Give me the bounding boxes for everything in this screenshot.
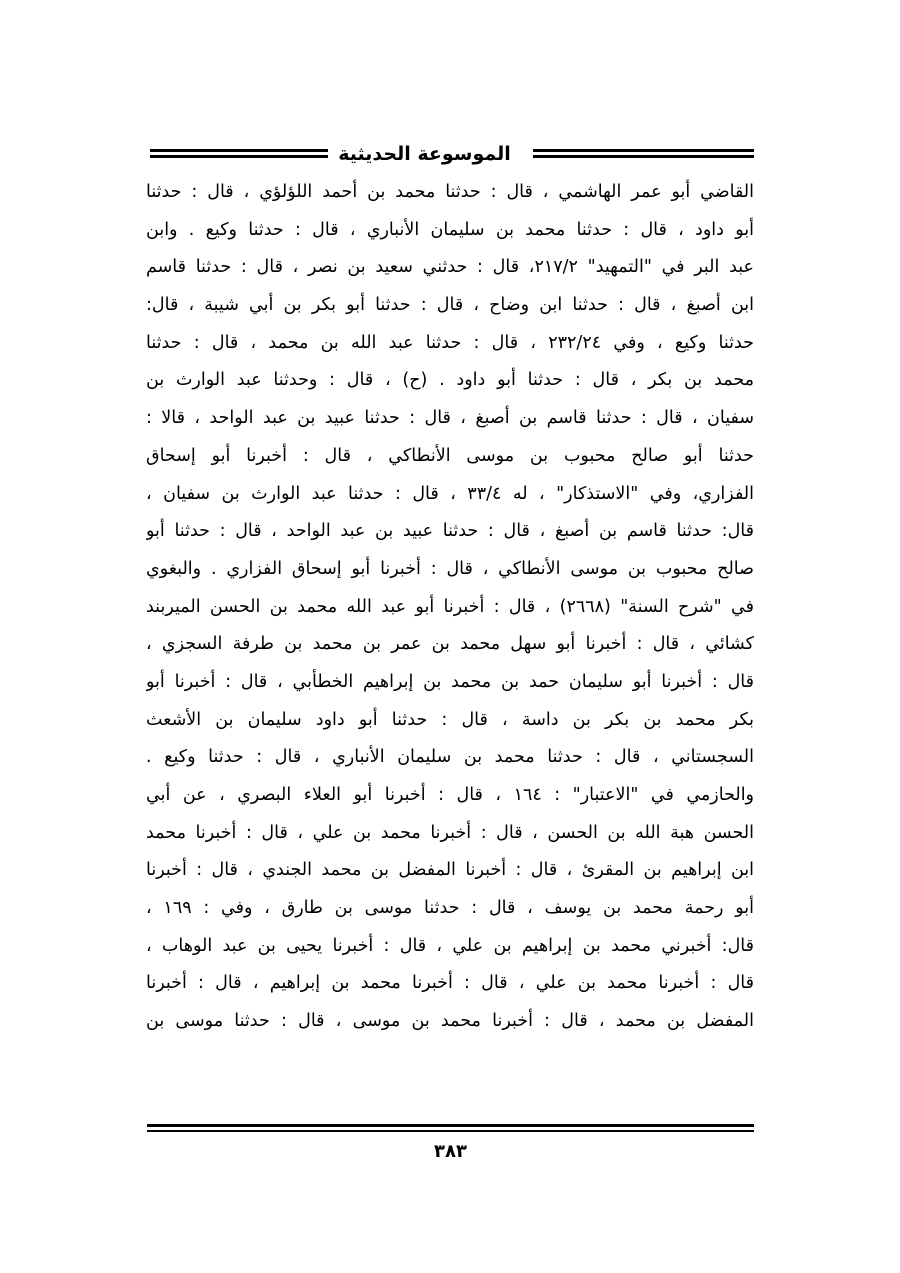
- text-line: حدثنا أبو صالح محبوب بن موسى الأنطاكي ، قال : أخبرنا أبو إسحاق: [146, 445, 754, 466]
- page-number: ٣٨٣: [434, 1141, 467, 1162]
- text-line: السجستاني ، قال : حدثنا محمد بن سليمان الأنباري ، قال : حدثنا وكيع .: [146, 747, 754, 768]
- text-line: بكر محمد بن بكر بن داسة ، قال : حدثنا أبو داود سليمان بن الأشعث: [146, 709, 754, 730]
- text-line: ابن إبراهيم بن المقرئ ، قال : أخبرنا المفضل بن محمد الجندي ، قال : أخبرنا: [146, 860, 754, 881]
- text-line: قال: أخبرني محمد بن إبراهيم بن علي ، قال : أخبرنا يحيى بن عبد الوهاب ،: [146, 935, 754, 956]
- text-line: قال : أخبرنا أبو سليمان حمد بن محمد بن إبراهيم الخطأبي ، قال : أخبرنا أبو: [146, 671, 754, 692]
- text-line: القاضي أبو عمر الهاشمي ، قال : حدثنا محمد بن أحمد اللؤلؤي ، قال : حدثنا: [146, 182, 754, 202]
- text-line: حدثنا وكيع ، وفي ٢٣٢/٢٤ ، قال : حدثنا عبد الله بن محمد ، قال : حدثنا: [146, 332, 754, 353]
- running-header: [147, 140, 754, 170]
- text-line: كشائي ، قال : أخبرنا أبو سهل محمد بن عمر بن محمد بن طرفة السجزي ،: [146, 634, 754, 655]
- text-line: عبد البر في "التمهيد" ٢١٧/٢، قال : حدثني سعيد بن نصر ، قال : حدثنا قاسم: [146, 257, 754, 278]
- text-line: محمد بن بكر ، قال : حدثنا أبو داود . (ح) ، قال : وحدثنا عبد الوارث بن: [146, 370, 754, 391]
- text-line: سفيان ، قال : حدثنا قاسم بن أصبغ ، قال : حدثنا عبيد بن عبد الواحد ، قالا :: [146, 408, 754, 429]
- footer-rule: [147, 1124, 754, 1132]
- text-line: أبو داود ، قال : حدثنا محمد بن سليمان الأنباري ، قال : حدثنا وكيع . وابن: [146, 219, 754, 240]
- text-line: الحسن هبة الله بن الحسن ، قال : أخبرنا محمد بن علي ، قال : أخبرنا محمد: [146, 822, 754, 843]
- text-line: المفضل بن محمد ، قال : أخبرنا محمد بن موسى ، قال : حدثنا موسى بن: [146, 1011, 754, 1032]
- header-rule-right: [533, 149, 754, 158]
- header-rule-left: [150, 149, 328, 158]
- text-line: الفزاري، وفي "الاستذكار" ، له ٣٣/٤ ، قال : حدثنا عبد الوارث بن سفيان ،: [146, 483, 754, 504]
- text-line: في "شرح السنة" (٢٦٦٨) ، قال : أخبرنا أبو عبد الله محمد بن الحسن الميربند: [146, 596, 754, 617]
- text-line: ابن أصبغ ، قال : حدثنا ابن وضاح ، قال : حدثنا أبو بكر بن أبي شيبة ، قال:: [146, 295, 754, 316]
- text-line: صالح محبوب بن موسى الأنطاكي ، قال : أخبرنا أبو إسحاق الفزاري . والبغوي: [146, 558, 754, 579]
- header-title: الموسوعة الحديثية: [338, 143, 511, 165]
- body-text: [146, 174, 754, 1041]
- text-line: قال: حدثنا قاسم بن أصبغ ، قال : حدثنا عبيد بن عبد الواحد ، قال : حدثنا أبو: [146, 521, 754, 542]
- text-line: أبو رحمة محمد بن يوسف ، قال : حدثنا موسى بن طارق ، وفي : ١٦٩ ،: [146, 898, 754, 919]
- text-line: قال : أخبرنا محمد بن علي ، قال : أخبرنا محمد بن إبراهيم ، قال : أخبرنا: [146, 973, 754, 994]
- text-line: والحازمي في "الاعتبار" : ١٦٤ ، قال : أخبرنا أبو العلاء البصري ، عن أبي: [146, 785, 754, 805]
